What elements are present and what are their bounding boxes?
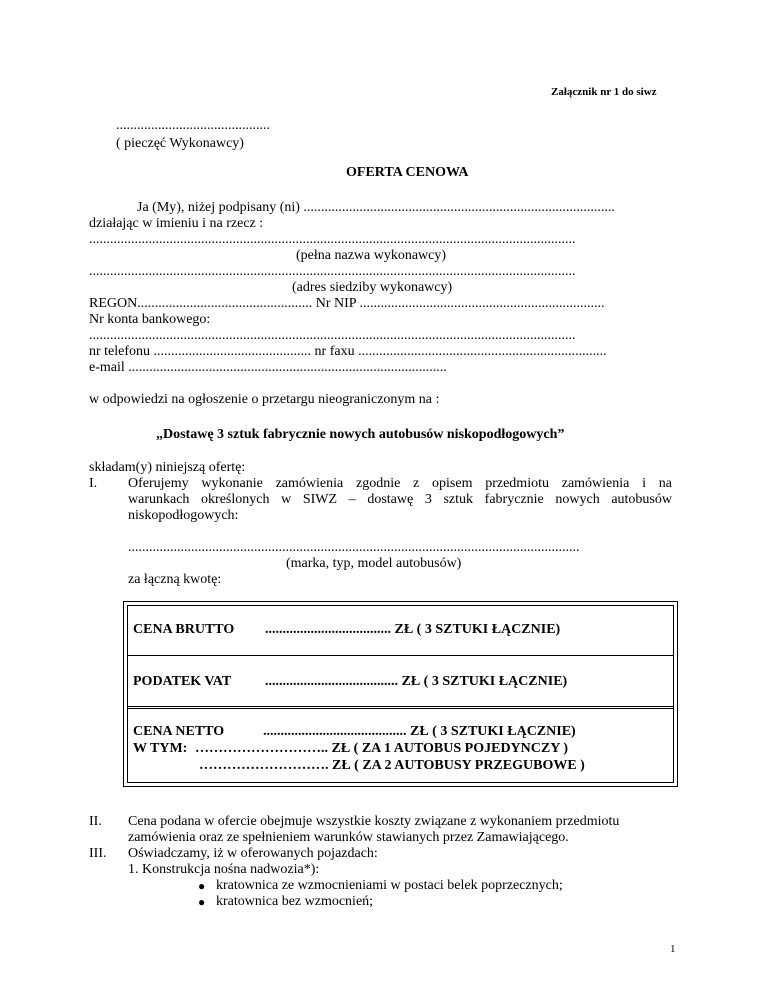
point3-line1: Oświadczamy, iż w oferowanych pojazdach: [128,846,378,861]
bullet-item-2: kratownica bez wzmocnień; [216,894,374,909]
model-caption: (marka, typ, model autobusów) [286,556,462,571]
offer-lead: składam(y) niniejszą ofertę: [89,460,246,475]
bullet-dot-icon: ● [198,879,206,893]
articulated-bus-value: ………………………. ZŁ ( ZA 2 AUTOBUSY PRZEGUBOWE ) [199,758,585,773]
item1-line3: niskopodłogowych: [128,508,239,523]
gross-price-value: .................................... ZŁ ( 3 SZTUKI ŁĄCZNIE) [265,622,561,637]
bullet-dot-icon: ● [198,895,206,909]
price-table-divider-2 [127,706,674,707]
gross-price-label: CENA BRUTTO [133,622,235,637]
stamp-label: ( pieczęć Wykonawcy) [116,136,244,151]
tender-subject: „Dostawę 3 sztuk fabrycznie nowych autobusów niskopodłogowych” [156,427,565,442]
regon-nip-line: REGON.................................................. Nr NIP ...................................................................... [89,296,605,311]
signatory-line: Ja (My), niżej podpisany (ni) ......................................................................................... [137,200,615,215]
contractor-name-caption: (pełna nazwa wykonawcy) [296,248,447,263]
point3-number: III. [89,846,107,861]
vat-label: PODATEK VAT [133,674,232,689]
item1-line1: Oferujemy wykonanie zamówienia zgodnie z opisem przedmiotu zamówienia i na [128,476,672,491]
net-price-label: CENA NETTO [133,724,225,739]
point3-subitem: 1. Konstrukcja nośna nadwozia*): [128,862,320,877]
contractor-address-caption: (adres siedziby wykonawcy) [292,280,453,295]
phone-fax-line: nr telefonu ............................................. nr faxu ....................................................................... [89,344,607,359]
bank-account-field: ........................................................................................................................................... [89,328,576,343]
model-field: ................................................................................................................................. [128,540,580,555]
including-label: W TYM: [133,741,188,756]
bank-account-label: Nr konta bankowego: [89,312,211,327]
document-title: OFERTA CENOWA [346,165,469,180]
contractor-name-field: ........................................................................................................................................... [89,232,576,247]
email-line: e-mail ........................................................................................... [89,360,447,375]
point2-line1: Cena podana w ofercie obejmuje wszystkie koszty związane z wykonaniem przedmiotu [128,814,620,829]
net-price-value: ......................................... ZŁ ( 3 SZTUKI ŁĄCZNIE) [263,724,576,739]
on-behalf-label: działając w imieniu i na rzecz : [89,216,264,231]
tender-intro: w odpowiedzi na ogłoszenie o przetargu nieograniczonym na : [89,392,440,407]
vat-value: ...................................... ZŁ ( 3 SZTUKI ŁĄCZNIE) [265,674,568,689]
point2-line2: zamówienia oraz ze spełnieniem warunków stawianych przez Zamawiającego. [128,830,569,845]
price-table-divider-2b [127,708,674,709]
point2-number: II. [89,814,102,829]
page-number: 1 [670,943,676,955]
item1-number: I. [89,476,98,491]
total-label: za łączną kwotę: [128,572,222,587]
attachment-label: Załącznik nr 1 do siwz [551,86,657,98]
bullet-item-1: kratownica ze wzmocnieniami w postaci belek poprzecznych; [216,878,563,893]
contractor-address-field: ........................................................................................................................................... [89,264,576,279]
stamp-dots: ............................................ [116,118,270,133]
price-table-divider-1 [127,655,674,656]
single-bus-value: ……………………….. ZŁ ( ZA 1 AUTOBUS POJEDYNCZY ) [195,741,568,756]
item1-line2: warunkach określonych w SIWZ – dostawę 3 sztuk fabrycznie nowych autobusów [128,492,672,507]
